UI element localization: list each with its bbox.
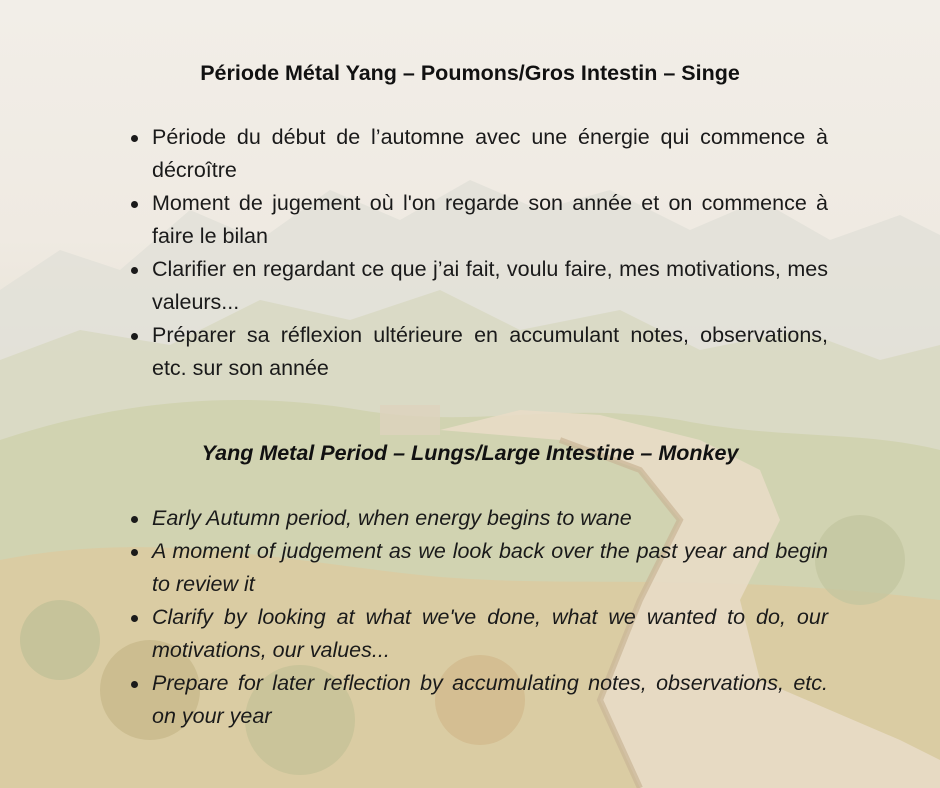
english-bullet-list xyxy=(152,502,828,733)
french-bullet-list xyxy=(152,121,828,385)
list-item: Prepare for later reflection by accumulating notes, observations, etc. on your year xyxy=(152,667,828,733)
list-item: Préparer sa réflexion ultérieure en accumulant notes, observations, etc. sur son année xyxy=(152,319,828,385)
french-title: Période Métal Yang – Poumons/Gros Intestin – Singe xyxy=(200,61,740,85)
english-title: Yang Metal Period – Lungs/Large Intestine – Monkey xyxy=(201,441,739,465)
list-item: Moment de jugement où l'on regarde son année et on commence à faire le bilan xyxy=(152,187,828,253)
list-item: Période du début de l’automne avec une énergie qui commence à décroître xyxy=(152,121,828,187)
list-item: Early Autumn period, when energy begins to wane xyxy=(152,502,828,535)
list-item: Clarify by looking at what we've done, what we wanted to do, our motivations, our values... xyxy=(152,601,828,667)
list-item: A moment of judgement as we look back over the past year and begin to review it xyxy=(152,535,828,601)
list-item: Clarifier en regardant ce que j’ai fait, voulu faire, mes motivations, mes valeurs... xyxy=(152,253,828,319)
